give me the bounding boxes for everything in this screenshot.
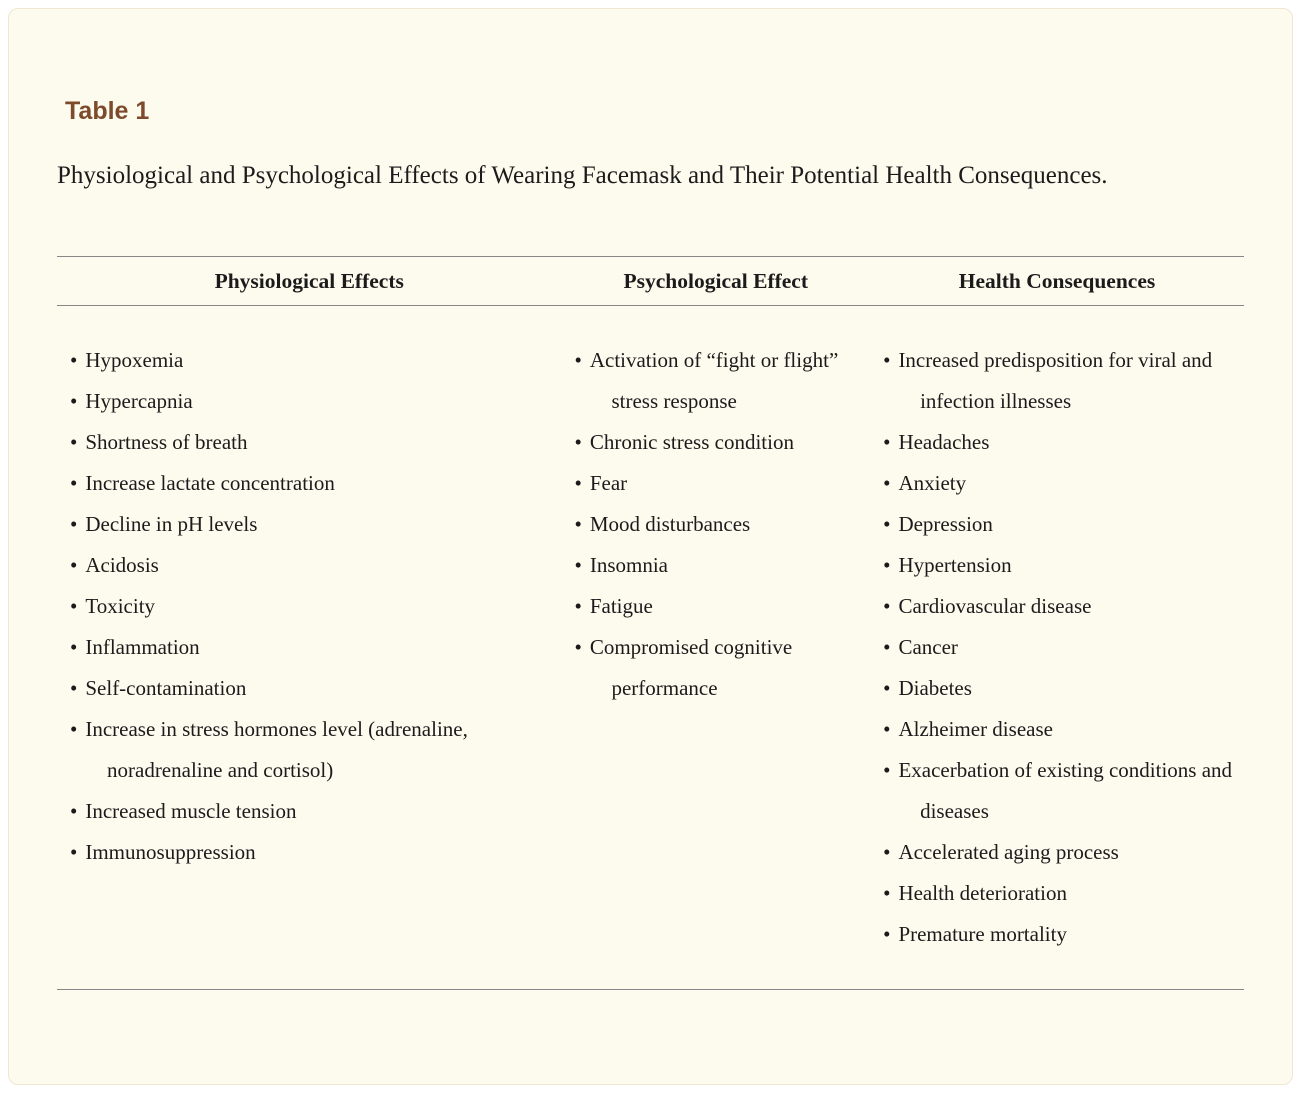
bullet-icon: • — [883, 635, 891, 659]
list-item — [870, 709, 1244, 750]
list-item — [561, 627, 870, 709]
bullet-icon: • — [883, 676, 891, 700]
bullet-icon: • — [70, 348, 78, 372]
list-item-text: Immunosuppression — [85, 840, 256, 864]
list-item-text: Alzheimer disease — [898, 717, 1053, 741]
physiological-effects-list — [57, 340, 561, 955]
table-caption: Physiological and Psychological Effects of Wearing Facemask and Their Potential Health Consequences. — [57, 162, 1108, 189]
table-body — [57, 306, 1244, 989]
list-item — [561, 586, 870, 627]
list-item — [561, 422, 870, 463]
list-item-text: Accelerated aging process — [898, 840, 1119, 864]
list-item-text: Cancer — [898, 635, 958, 659]
list-item-text: Anxiety — [898, 471, 967, 495]
column-header-physiological-effects: Physiological Effects — [214, 268, 404, 293]
list-item — [870, 504, 1244, 545]
list-item — [870, 873, 1244, 914]
list-item — [870, 422, 1244, 463]
list-item-text: Hypoxemia — [85, 348, 184, 372]
list-item — [57, 422, 561, 463]
bullet-icon: • — [883, 717, 891, 741]
health-consequences-list — [870, 340, 1244, 955]
bullet-icon: • — [574, 348, 582, 372]
list-item — [870, 832, 1244, 873]
bullet-icon: • — [883, 922, 891, 946]
list-item — [561, 545, 870, 586]
list-item — [57, 463, 561, 504]
list-item — [870, 586, 1244, 627]
list-item-text: Increased muscle tension — [85, 799, 297, 823]
column-header-psychological-effect: Psychological Effect — [623, 268, 809, 293]
table-header-row — [57, 257, 1244, 305]
bullet-icon: • — [883, 430, 891, 454]
bullet-icon: • — [574, 430, 582, 454]
list-item-text: Shortness of breath — [85, 430, 248, 454]
list-item — [870, 545, 1244, 586]
list-item-text: Activation of “fight or flight” stress response — [589, 348, 839, 413]
column-header-health-consequences: Health Consequences — [958, 268, 1156, 293]
list-item-text: Mood disturbances — [589, 512, 751, 536]
list-item — [870, 668, 1244, 709]
bullet-icon: • — [883, 512, 891, 536]
list-item-text: Increase in stress hormones level (adrenaline, noradrenaline and cortisol) — [85, 717, 468, 782]
list-item-text: Self-contamination — [85, 676, 247, 700]
list-item — [57, 381, 561, 422]
list-item — [57, 791, 561, 832]
table-card — [8, 8, 1293, 1085]
list-item-text: Health deterioration — [898, 881, 1067, 905]
bullet-icon: • — [70, 389, 78, 413]
list-item-text: Diabetes — [898, 676, 972, 700]
list-item-text: Increase lactate concentration — [85, 471, 335, 495]
list-item-text: Toxicity — [85, 594, 156, 618]
list-item-text: Hypertension — [898, 553, 1012, 577]
bullet-icon: • — [574, 553, 582, 577]
bullet-icon: • — [883, 840, 891, 864]
list-item-text: Exacerbation of existing conditions and diseases — [898, 758, 1233, 823]
bullet-icon: • — [883, 553, 891, 577]
list-item — [561, 463, 870, 504]
bullet-icon: • — [70, 840, 78, 864]
list-item — [57, 832, 561, 873]
bullet-icon: • — [883, 758, 891, 782]
bullet-icon: • — [70, 717, 78, 741]
list-item-text: Cardiovascular disease — [898, 594, 1092, 618]
bullet-icon: • — [574, 594, 582, 618]
list-item-text: Headaches — [898, 430, 990, 454]
list-item — [57, 586, 561, 627]
bullet-icon: • — [883, 594, 891, 618]
list-item-text: Fear — [589, 471, 628, 495]
list-item-text: Depression — [898, 512, 993, 536]
list-item — [57, 627, 561, 668]
bullet-icon: • — [883, 471, 891, 495]
list-item — [57, 504, 561, 545]
bullet-icon: • — [70, 799, 78, 823]
list-item-text: Decline in pH levels — [85, 512, 258, 536]
list-item — [561, 340, 870, 422]
bullet-icon: • — [70, 471, 78, 495]
list-item-text: Inflammation — [85, 635, 200, 659]
list-item — [561, 504, 870, 545]
list-item-text: Increased predisposition for viral and infection illnesses — [898, 348, 1213, 413]
bullet-icon: • — [574, 635, 582, 659]
bullet-icon: • — [70, 512, 78, 536]
list-item — [57, 545, 561, 586]
bullet-icon: • — [70, 553, 78, 577]
bullet-icon: • — [883, 881, 891, 905]
list-item — [57, 709, 561, 791]
list-item — [870, 750, 1244, 832]
list-item-text: Hypercapnia — [85, 389, 193, 413]
list-item — [870, 914, 1244, 955]
list-item-text: Acidosis — [85, 553, 159, 577]
bullet-icon: • — [574, 512, 582, 536]
bullet-icon: • — [883, 348, 891, 372]
bullet-icon: • — [70, 430, 78, 454]
table-label: Table 1 — [65, 97, 150, 125]
list-item — [870, 627, 1244, 668]
bullet-icon: • — [70, 594, 78, 618]
list-item-text: Chronic stress condition — [589, 430, 794, 454]
list-item-text: Premature mortality — [898, 922, 1067, 946]
bullet-icon: • — [574, 471, 582, 495]
table-bottom-rule — [57, 989, 1244, 990]
list-item — [57, 668, 561, 709]
list-item — [57, 340, 561, 381]
bullet-icon: • — [70, 635, 78, 659]
psychological-effect-list — [561, 340, 870, 955]
bullet-icon: • — [70, 676, 78, 700]
list-item-text: Insomnia — [589, 553, 668, 577]
list-item-text: Fatigue — [589, 594, 653, 618]
list-item-text: Compromised cognitive performance — [589, 635, 793, 700]
list-item — [870, 463, 1244, 504]
list-item — [870, 340, 1244, 422]
